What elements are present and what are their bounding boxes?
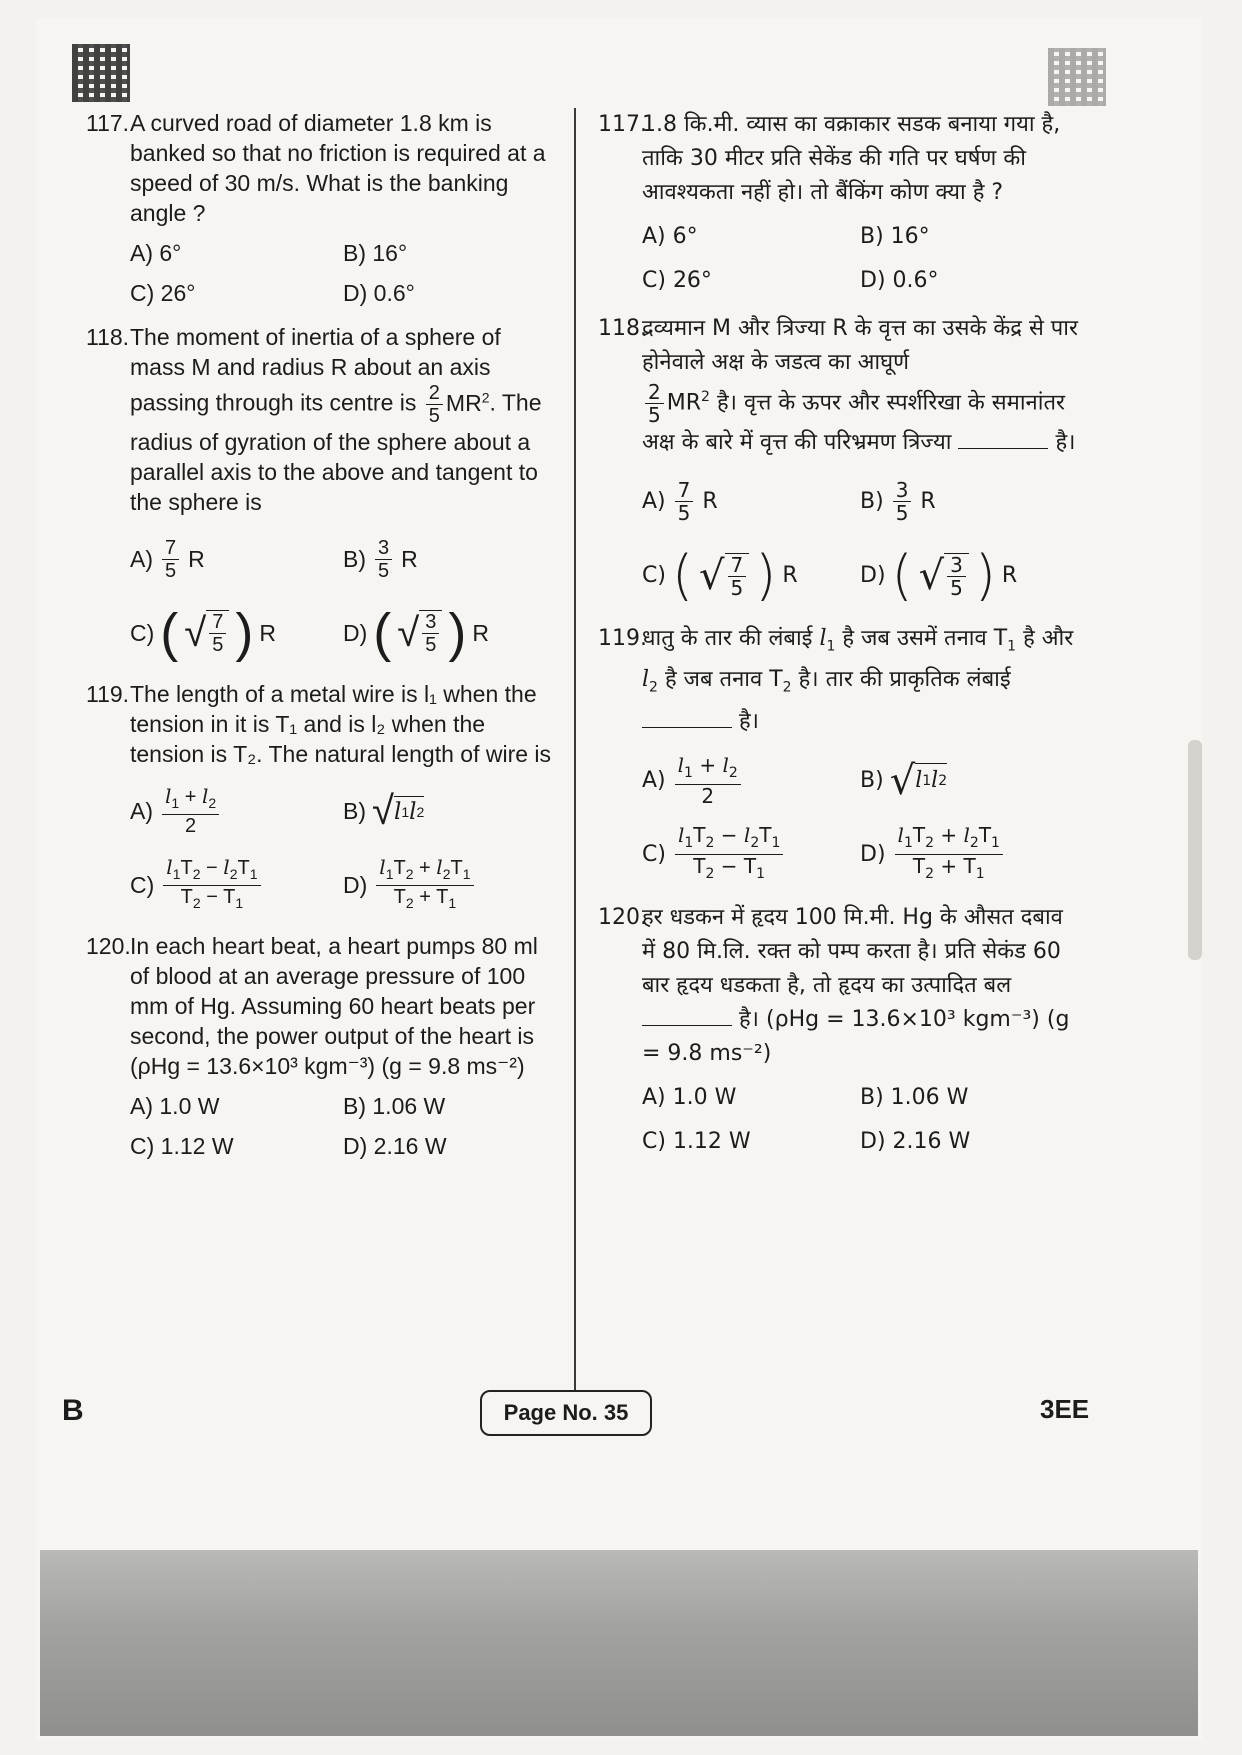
paper-code: 3EE	[1040, 1394, 1090, 1424]
option-b[interactable]: B) 16°	[860, 224, 930, 249]
scanner-shadow	[40, 1550, 1198, 1736]
fraction-two-fifths: $\frac{2}{5}$	[645, 381, 664, 426]
question-text: हर धडकन में हृदय 100 मि.मी. Hg के औसत दबाव में 80 मि.लि. रक्त को पम्प करता है। प्रति सेकंड 60 बार हृदय धडकता है, तो हृदय का उत्पादित बल है। (ρHg = 13.6×10³ kgm⁻³) (g = 9.8 ms⁻²)	[642, 904, 1070, 1066]
option-d[interactable]: D) 0.6°	[343, 280, 415, 306]
formula-constants: (ρHg = 13.6×10³ kgm⁻³) (g = 9.8 ms⁻²)	[130, 1053, 525, 1080]
option-d[interactable]: D) $\frac{l_1T_2 + l_2T_1}{T_2 + T_1}$	[343, 853, 556, 917]
question-number: 119.	[598, 625, 647, 651]
options	[130, 1091, 556, 1161]
question-120	[86, 931, 556, 1161]
hindi-column	[598, 108, 1078, 1173]
question-text-part: The radius of gyration of the sphere about a parallel axis to the above and tangent to the sphere is	[130, 389, 542, 516]
question-117-hindi	[598, 108, 1078, 298]
question-119	[86, 679, 556, 917]
page-number-box: Page No. 35	[480, 1390, 652, 1436]
question-number: 120.	[86, 933, 131, 960]
answer-blank	[642, 1025, 732, 1026]
options	[642, 220, 1078, 298]
formula-constants: (ρHg = 13.6×10³ kgm⁻³) (g = 9.8 ms⁻²)	[642, 1006, 1070, 1066]
options	[642, 749, 1078, 887]
option-d[interactable]: D) 0.6°	[860, 268, 939, 293]
qr-code-icon	[72, 44, 130, 102]
question-number: 119.	[86, 681, 130, 708]
option-a[interactable]: A) 6°	[642, 224, 698, 249]
option-a[interactable]: A) 1.0 W	[130, 1093, 220, 1120]
options	[130, 238, 556, 308]
question-text: द्रव्यमान M और त्रिज्या R के वृत्त का उसके केंद्र से पार होनेवाले अक्ष के जडत्व का आघूर्ण $\frac{2}{5}$ $MR^2$ है। वृत्त के ऊपर और स्पर्शरिखा के समानांतर अक्ष के बारे में वृत्त की परिभ्रमण त्रिज्या है।	[642, 316, 1079, 455]
question-118-hindi	[598, 312, 1078, 608]
question-number: 117.	[598, 112, 647, 137]
question-text: The length of a metal wire is l₁ when the tension in it is T₁ and is l₂ when the tension is T₂. The natural length of wire is	[130, 681, 552, 768]
question-118	[86, 322, 556, 665]
option-d[interactable]: D) $\frac{l_1T_2 + l_2T_1}{T_2 + T_1}$	[860, 823, 1078, 887]
question-117	[86, 108, 556, 308]
question-text-part: The moment of inertia of a sphere of mass M and radius R about an axis passing through its centre is	[130, 324, 501, 416]
page-edge-mark	[1188, 740, 1202, 960]
option-c[interactable]: C) $\frac{l_1T_2 - l_2T_1}{T_2 - T_1}$	[130, 853, 343, 917]
option-b[interactable]: B) 16°	[343, 240, 408, 266]
option-c[interactable]: C) $\frac{l_1T_2 - l_2T_1}{T_2 - T_1}$	[642, 823, 860, 887]
option-a[interactable]: A) 6°	[130, 240, 182, 266]
answer-blank	[958, 448, 1048, 449]
mr-squared: $MR^2$	[445, 389, 490, 416]
question-number: 118.	[598, 316, 647, 341]
qr-code-icon	[1048, 48, 1106, 106]
answer-blank	[642, 727, 732, 728]
option-b[interactable]: B) 1.06 W	[343, 1093, 446, 1120]
option-b[interactable]: B) 1.06 W	[860, 1084, 969, 1110]
question-number: 118.	[86, 324, 130, 350]
options	[130, 779, 556, 917]
question-text: In each heart beat, a heart pumps 80 ml of blood at an average pressure of 100 mm of Hg. Assuming 60 heart beats per second, the power output of the heart is	[130, 933, 538, 1050]
option-c[interactable]: C) ( √ $\frac{7}{5}$ ) R	[642, 543, 798, 607]
option-d[interactable]: D) 2.16 W	[343, 1133, 447, 1160]
option-c[interactable]: C) ( √ $\frac{7}{5}$ ) R	[130, 603, 276, 664]
option-a[interactable]: A) $\frac{7}{5}$ R	[642, 478, 718, 526]
option-d[interactable]: D) ( √ $\frac{3}{5}$ ) R	[343, 603, 489, 664]
question-text: The moment of inertia of a sphere of mass M and radius R about an axis passing through its centre is $\frac{2}{5}$ $MR^2$. The radius of gyration of the sphere about a parallel axis to the above and tangent to the sphere is	[130, 324, 542, 516]
option-a[interactable]: A) $\frac{7}{5}$ R	[130, 536, 205, 582]
option-c[interactable]: C) 1.12 W	[130, 1133, 234, 1160]
options	[642, 1081, 1078, 1159]
option-d[interactable]: D) ( √ $\frac{3}{5}$ ) R	[860, 543, 1018, 607]
series-label: B	[62, 1394, 84, 1427]
option-c[interactable]: C) 1.12 W	[642, 1128, 751, 1154]
option-a[interactable]: A) $\frac{l_1 + l_2}{2}$	[642, 749, 860, 813]
option-a[interactable]: A) $\frac{l_1 + l_2}{2}$	[130, 779, 343, 843]
fraction-two-fifths: $\frac{2}{5}$	[426, 382, 443, 427]
question-text: A curved road of diameter 1.8 km is banked so that no friction is required at a speed of 30 m/s. What is the banking angle ?	[130, 110, 546, 226]
option-b[interactable]: B) $\frac{3}{5}$ R	[860, 478, 936, 526]
option-a[interactable]: A) 1.0 W	[642, 1084, 737, 1110]
question-119-hindi	[598, 622, 1078, 887]
option-c[interactable]: C) 26°	[642, 268, 712, 293]
option-d[interactable]: D) 2.16 W	[860, 1128, 971, 1154]
english-column	[86, 108, 556, 1175]
question-text: धातु के तार की लंबाई $l_1$ है जब उसमें तनाव $T_1$ है और $l_2$ है जब तनाव $T_2$ है। तार की प्राकृतिक लंबाई है।	[642, 625, 1074, 734]
options	[642, 470, 1078, 608]
option-b[interactable]: B) √ l 1 l 2	[343, 789, 425, 834]
question-number: 120.	[598, 904, 647, 930]
question-number: 117.	[86, 110, 130, 136]
option-b[interactable]: B) $\frac{3}{5}$ R	[343, 536, 418, 582]
option-b[interactable]: B) √ l 1 l 2	[860, 757, 948, 804]
question-120-hindi	[598, 901, 1078, 1159]
options	[130, 527, 556, 665]
column-divider	[574, 108, 576, 1398]
question-text: 1.8 कि.मी. व्यास का वक्राकार सडक बनाया गया है, ताकि 30 मीटर प्रति सेकेंड की गति पर घर्षण की आवश्यकता नहीं हो। तो बैंकिंग कोण क्या है ?	[642, 112, 1061, 205]
option-c[interactable]: C) 26°	[130, 280, 196, 306]
